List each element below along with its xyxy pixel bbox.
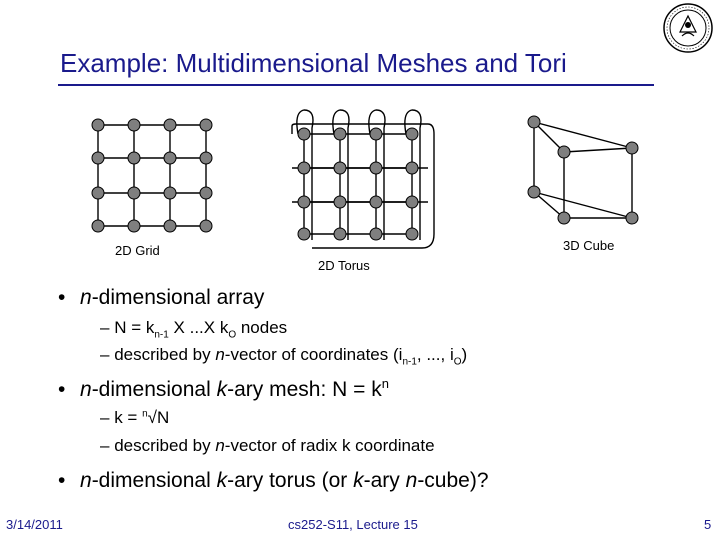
footer-date: 3/14/2011	[6, 517, 63, 532]
sub-bullet-k-root: – k = $^n$√N	[100, 408, 170, 427]
sub-bullet-node-count: – $N = k_{n-1}$ X ...X $k_O$ nodes	[100, 318, 288, 341]
grid-2d-figure	[80, 110, 220, 240]
cube-caption: 3D Cube	[563, 238, 615, 253]
grid-caption: 2D Grid	[115, 243, 160, 258]
university-seal-icon	[662, 2, 714, 54]
sub-bullet-coordinates: – described by n-vector of coordinates ($i_{n-1}$, ..., $i_O$)	[100, 345, 468, 368]
bullet-kary-torus: • n-dimensional k-ary torus (or k-ary n-cube)?	[58, 469, 489, 492]
torus-nodes	[298, 128, 418, 240]
torus-2d-figure	[282, 104, 442, 254]
torus-caption: 2D Torus	[318, 258, 370, 273]
bullet-kary-mesh: • n-dimensional k-ary mesh: $N = k^n$	[58, 376, 389, 401]
footer-page-number: 5	[704, 517, 712, 532]
title-underline	[58, 84, 654, 86]
cube-edges	[534, 122, 632, 218]
bullet-ndim-array: • n-dimensional array	[58, 286, 265, 309]
footer-course: cs252-S11, Lecture 15	[288, 517, 418, 532]
page-title: Example: Multidimensional Meshes and Tori	[60, 48, 567, 78]
bullet-mark: •	[58, 286, 66, 309]
grid-nodes	[92, 119, 212, 232]
grid-links	[98, 125, 206, 226]
cube-3d-figure	[520, 108, 650, 228]
sub-bullet-radix: – described by n-vector of radix k coordinate	[100, 436, 435, 455]
